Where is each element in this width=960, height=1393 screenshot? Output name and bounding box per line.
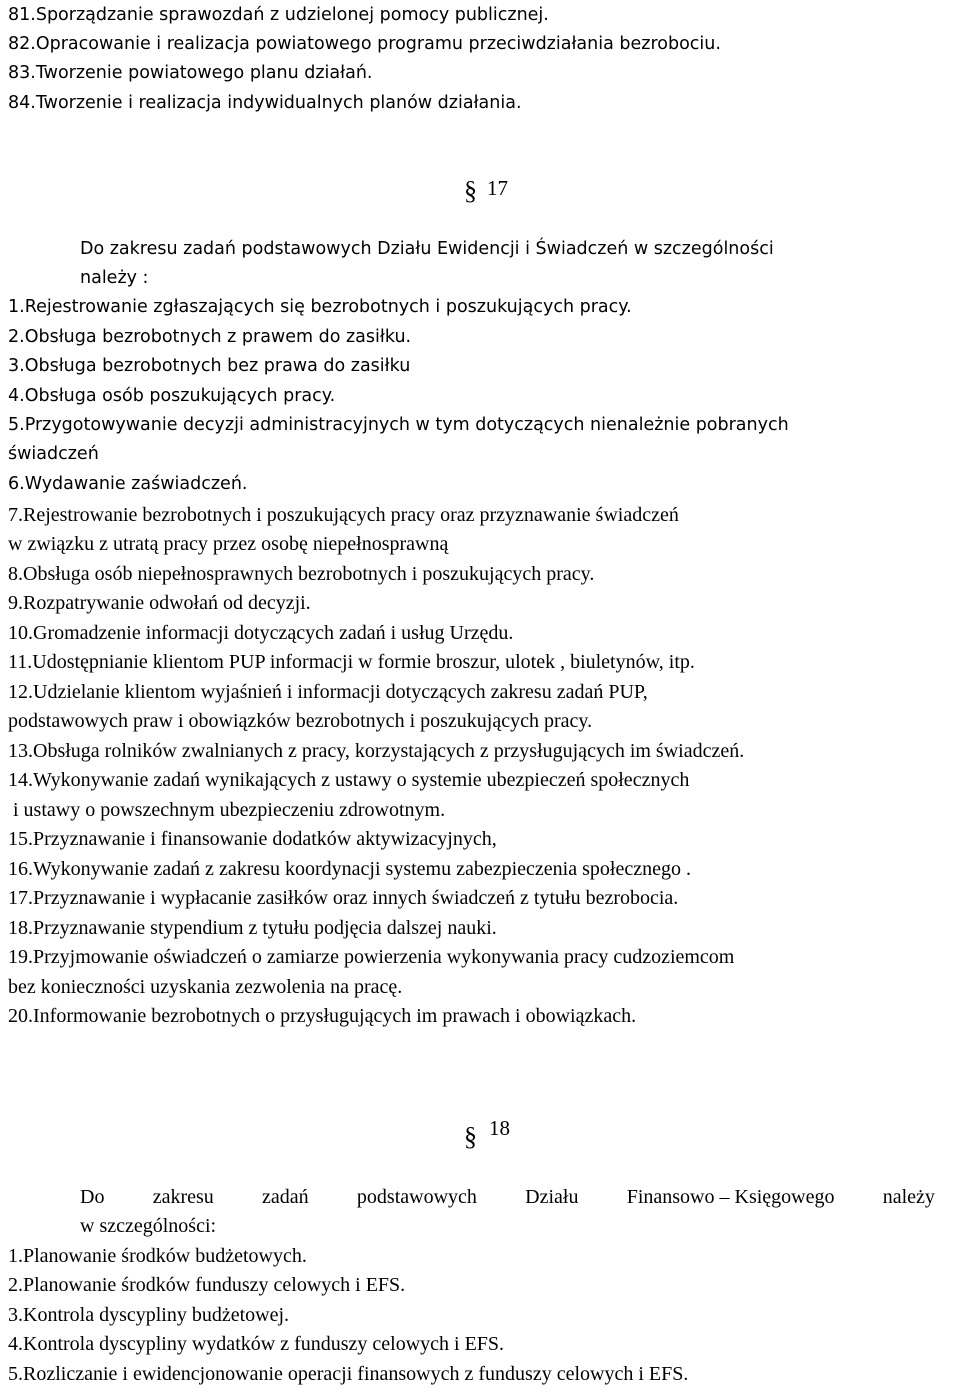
item-text: Planowanie środków funduszy celowych i EFS. [23,1274,406,1296]
item-number: 11. [8,651,33,673]
list-item [8,95,522,113]
item-number: 18. [8,917,33,939]
section-symbol: § [464,1122,477,1151]
item-number: 1. [8,297,25,317]
item-number: 7. [8,504,23,526]
item-text: Rozpatrywanie odwołań od decyzji. [23,592,311,614]
item-text: Obsługa osób niepełnosprawnych bezrobotnych i poszukujących pracy. [23,563,595,585]
list-item [8,623,513,643]
item-text: Tworzenie powiatowego planu działań. [35,63,373,83]
item-number: 5. [8,415,25,435]
item-text: Obsługa bezrobotnych bez prawa do zasiłku [24,356,411,376]
item-number: 10. [8,622,33,644]
item-number: 81. [8,5,36,25]
list-item-continuation [8,446,99,464]
item-text: Gromadzenie informacji dotyczących zadań i usług Urzędu. [33,622,514,644]
list-item [8,770,689,790]
section-heading [464,1116,510,1151]
list-item [8,388,335,406]
item-text: Obsługa bezrobotnych z prawem do zasiłku. [24,327,412,347]
item-text: Wykonywanie zadań z zakresu koordynacji systemu zabezpieczenia społecznego . [33,858,691,880]
item-number: 3. [8,356,25,376]
list-item [8,741,744,761]
intro-word: Do [80,1186,105,1208]
item-number: 20. [8,1005,33,1027]
item-number: 15. [8,828,33,850]
list-item [8,36,721,54]
list-item [8,329,411,347]
list-item [8,299,632,317]
list-item [8,7,549,25]
list-item [8,358,410,376]
item-number: 17. [8,887,33,909]
item-text: i ustawy o powszechnym ubezpieczeniu zdrowotnym. [8,799,446,821]
item-number: 4. [8,1333,23,1355]
item-number: 4. [8,386,25,406]
list-item-continuation [8,977,402,997]
list-item [8,564,594,584]
item-number: 2. [8,1274,23,1296]
item-text: Informowanie bezrobotnych o przysługujących im prawach i obowiązkach. [33,1005,637,1027]
item-number: 13. [8,740,33,762]
item-text: Kontrola dyscypliny wydatków z funduszy celowych i EFS. [23,1333,505,1355]
item-number: 19. [8,946,33,968]
item-number: 3. [8,1304,23,1326]
item-text: Kontrola dyscypliny budżetowej. [23,1304,290,1326]
item-number: 16. [8,858,33,880]
list-item [8,947,734,967]
list-item [8,1364,688,1384]
list-item [8,505,679,525]
section-intro [80,1187,935,1207]
item-text: Obsługa osób poszukujących pracy. [24,386,336,406]
list-item [8,476,247,494]
list-item [8,1006,636,1026]
list-item [8,859,691,879]
section-symbol: § [464,176,477,205]
item-text: Przygotowywanie decyzji administracyjnych w tym dotyczących nienależnie pobranych [24,415,789,435]
section-intro-continuation: należy : [80,268,149,288]
list-item [8,1246,307,1266]
item-number: 8. [8,563,23,585]
item-text: Tworzenie i realizacja indywidualnych planów działania. [35,93,522,113]
item-text: Opracowanie i realizacja powiatowego programu przeciwdziałania bezrobociu. [35,34,721,54]
list-item [8,1275,405,1295]
item-text: Rejestrowanie bezrobotnych i poszukujących pracy oraz przyznawanie świadczeń [23,504,679,526]
intro-word: Działu [525,1186,579,1208]
item-text: Przyznawanie stypendium z tytułu podjęcia dalszej nauki. [33,917,497,939]
intro-word: podstawowych [356,1186,477,1208]
list-item [8,65,373,83]
item-number: 84. [8,93,36,113]
item-text: Wykonywanie zadań wynikających z ustawy o systemie ubezpieczeń społecznych [33,769,690,791]
item-text: Planowanie środków budżetowych. [23,1245,307,1267]
item-text: podstawowych praw i obowiązków bezrobotnych i poszukujących pracy. [8,710,593,732]
section-heading [464,178,508,204]
list-item-continuation [8,534,448,554]
list-item [8,1334,504,1354]
item-text: Przyznawanie i wypłacanie zasiłków oraz innych świadczeń z tytułu bezrobocia. [33,887,679,909]
item-text: Udostępnianie klientom PUP informacji w formie broszur, ulotek , biuletynów, itp. [32,651,695,673]
item-text: w związku z utratą pracy przez osobę niepełnosprawną [8,533,449,555]
item-text: Wydawanie zaświadczeń. [24,474,248,494]
intro-word: Finansowo – Księgowego [626,1186,835,1208]
list-item-continuation [8,711,592,731]
section-number: 17 [487,176,508,200]
item-text: Przyjmowanie oświadczeń o zamiarze powierzenia wykonywania pracy cudzoziemcom [33,946,735,968]
section-intro: Do zakresu zadań podstawowych Działu Ewidencji i Świadczeń w szczególności [80,239,774,259]
intro-word: zadań [262,1186,309,1208]
item-number: 6. [8,474,25,494]
list-item [8,682,648,702]
list-item [8,652,695,672]
item-text: Przyznawanie i finansowanie dodatków aktywizacyjnych, [33,828,497,850]
item-number: 1. [8,1245,23,1267]
section-intro-continuation: w szczególności: [80,1215,217,1237]
item-number: 14. [8,769,33,791]
item-text: bez konieczności uzyskania zezwolenia na pracę. [8,976,403,998]
item-text: Sporządzanie sprawozdań z udzielonej pomocy publicznej. [35,5,549,25]
list-item [8,918,497,938]
list-item [8,417,789,435]
section-number: 18 [489,1116,510,1140]
item-number: 5. [8,1363,23,1385]
item-number: 82. [8,34,36,54]
item-number: 83. [8,63,36,83]
item-text: Rozliczanie i ewidencjonowanie operacji finansowych z funduszy celowych i EFS. [23,1363,689,1385]
item-number: 9. [8,592,23,614]
item-number: 12. [8,681,33,703]
intro-word: należy [882,1186,935,1208]
list-item [8,829,497,849]
list-item [8,888,678,908]
item-text: Obsługa rolników zwalnianych z pracy, korzystających z przysługujących im świadczeń. [33,740,745,762]
intro-word: zakresu [152,1186,214,1208]
item-text: Rejestrowanie zgłaszających się bezrobotnych i poszukujących pracy. [24,297,632,317]
item-text: Udzielanie klientom wyjaśnień i informacji dotyczących zakresu zadań PUP, [33,681,648,703]
list-item [8,1305,289,1325]
list-item [8,593,311,613]
item-text: świadczeń [8,444,99,464]
item-number: 2. [8,327,25,347]
list-item-continuation [8,800,445,820]
